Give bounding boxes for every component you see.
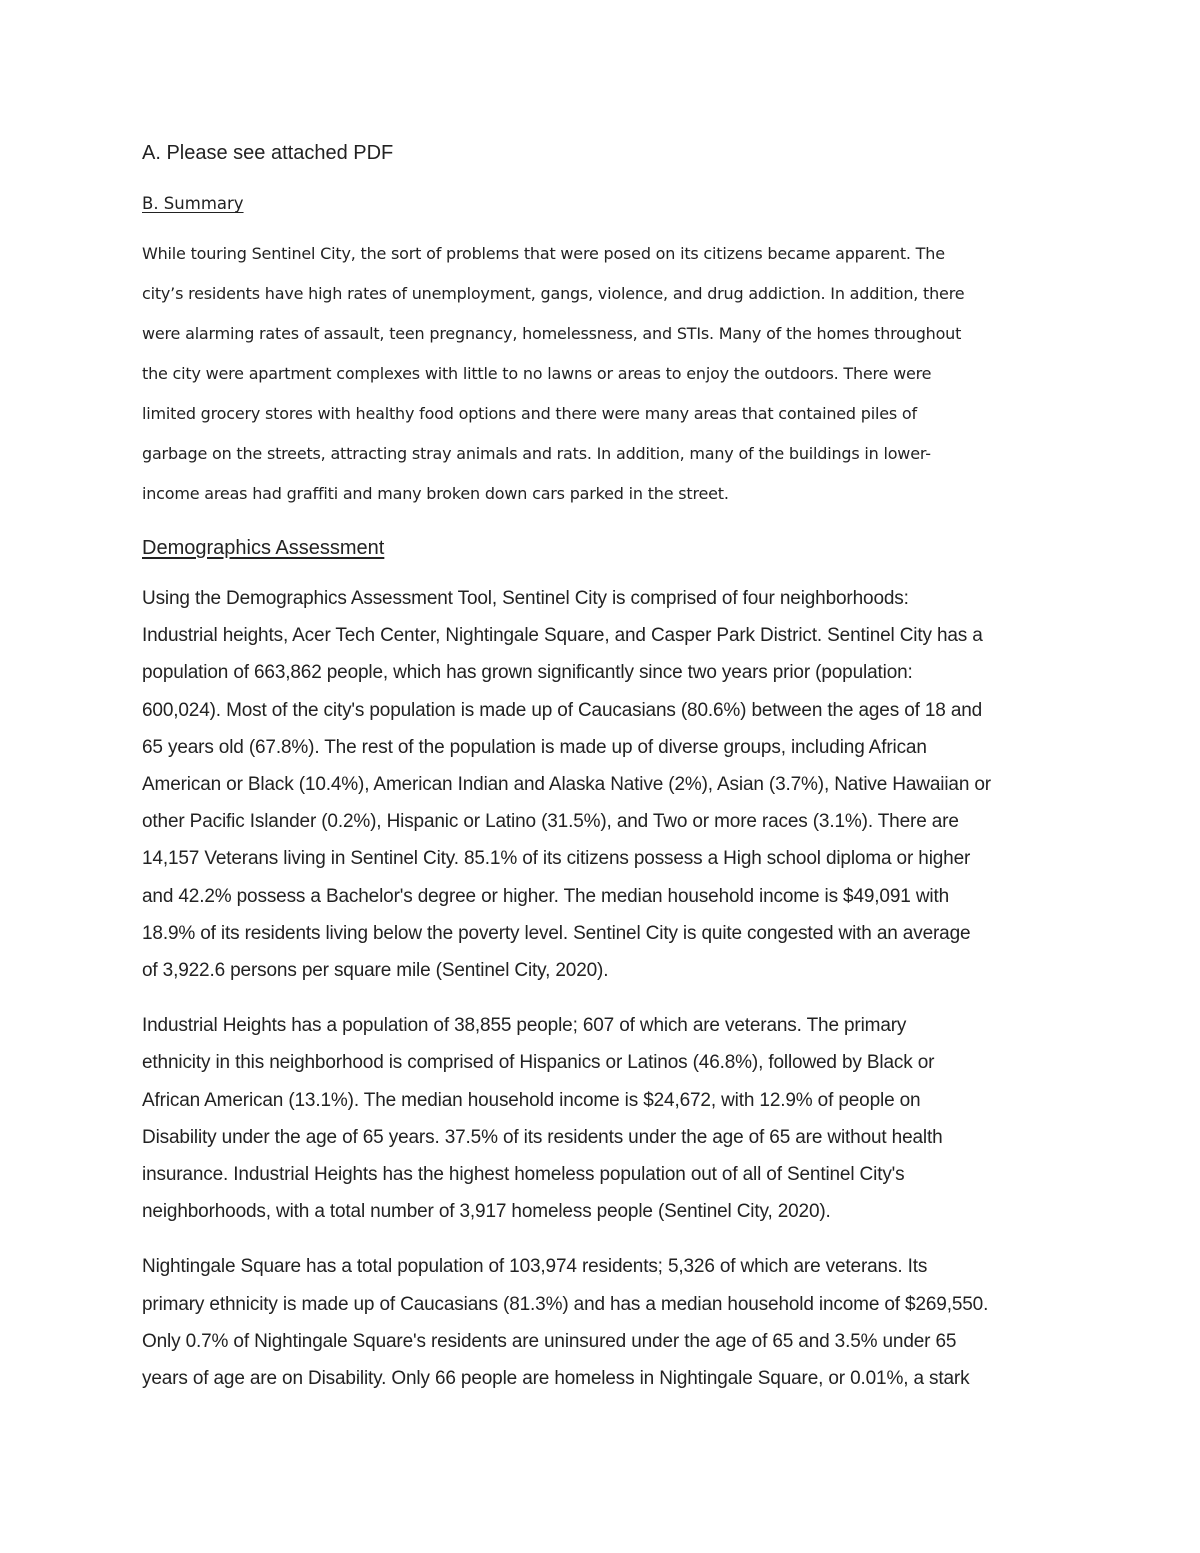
paragraph-line: Industrial Heights has a population of 38,855 people; 607 of which are veterans. The primary [142,1015,907,1037]
summary-line: income areas had graffiti and many broken down cars parked in the street. [142,484,729,503]
nightingale-square-paragraph [142,1248,1062,1397]
paragraph-line: neighborhoods, with a total number of 3,917 homeless people (Sentinel City, 2020). [142,1201,831,1223]
paragraph-line: 18.9% of its residents living below the poverty level. Sentinel City is quite congested with an average [142,922,971,944]
industrial-heights-paragraph [142,1007,1062,1230]
paragraph-line: other Pacific Islander (0.2%), Hispanic or Latino (31.5%), and Two or more races (3.1%). There are [142,811,959,833]
heading-b-summary: B. Summary [142,194,244,213]
summary-paragraph [142,234,1062,514]
summary-line: While touring Sentinel City, the sort of problems that were posed on its citizens became apparent. The [142,244,945,263]
paragraph-line: insurance. Industrial Heights has the highest homeless population out of all of Sentinel City's [142,1164,905,1186]
paragraph-line: Disability under the age of 65 years. 37.5% of its residents under the age of 65 are without health [142,1126,943,1148]
summary-line: garbage on the streets, attracting stray animals and rats. In addition, many of the buildings in lower- [142,444,931,463]
paragraph-line: 65 years old (67.8%). The rest of the population is made up of diverse groups, including African [142,736,927,758]
paragraph-line: Nightingale Square has a total population of 103,974 residents; 5,326 of which are veterans. Its [142,1256,928,1278]
summary-line: were alarming rates of assault, teen pregnancy, homelessness, and STIs. Many of the homes throughout [142,324,962,343]
paragraph-line: years of age are on Disability. Only 66 people are homeless in Nightingale Square, or 0.01%, a stark [142,1368,970,1390]
heading-a: A. Please see attached PDF [142,142,394,164]
paragraph-line: American or Black (10.4%), American Indian and Alaska Native (2%), Asian (3.7%), Native Hawaiian or [142,774,991,796]
paragraph-line: of 3,922.6 persons per square mile (Sentinel City, 2020). [142,960,609,982]
paragraph-line: 14,157 Veterans living in Sentinel City. 85.1% of its citizens possess a High school diploma or higher [142,848,971,870]
paragraph-line: ethnicity in this neighborhood is comprised of Hispanics or Latinos (46.8%), followed by Black or [142,1052,935,1074]
demographics-heading: Demographics Assessment [142,537,385,559]
paragraph-line: African American (13.1%). The median household income is $24,672, with 12.9% of people on [142,1089,921,1111]
paragraph-line: Using the Demographics Assessment Tool, Sentinel City is comprised of four neighborhoods: [142,588,909,609]
paragraph-line: primary ethnicity is made up of Caucasians (81.3%) and has a median household income of $269,550. [142,1293,989,1315]
summary-line: city’s residents have high rates of unemployment, gangs, violence, and drug addiction. In addition, there [142,284,965,303]
paragraph-line: population of 663,862 people, which has grown significantly since two years prior (population: [142,662,913,684]
paragraph-line: Only 0.7% of Nightingale Square's residents are uninsured under the age of 65 and 3.5% under 65 [142,1330,957,1352]
paragraph-line: and 42.2% possess a Bachelor's degree or higher. The median household income is $49,091 with [142,885,950,907]
summary-line: the city were apartment complexes with little to no lawns or areas to enjoy the outdoors. There were [142,364,932,383]
summary-line: limited grocery stores with healthy food options and there were many areas that contained piles of [142,404,917,423]
document-page [142,138,1062,1415]
paragraph-line: Industrial heights, Acer Tech Center, Nightingale Square, and Casper Park District. Sentinel City has a [142,625,983,647]
city-paragraph [142,580,1062,989]
paragraph-line: 600,024). Most of the city's population is made up of Caucasians (80.6%) between the ages of 18 and [142,699,983,721]
